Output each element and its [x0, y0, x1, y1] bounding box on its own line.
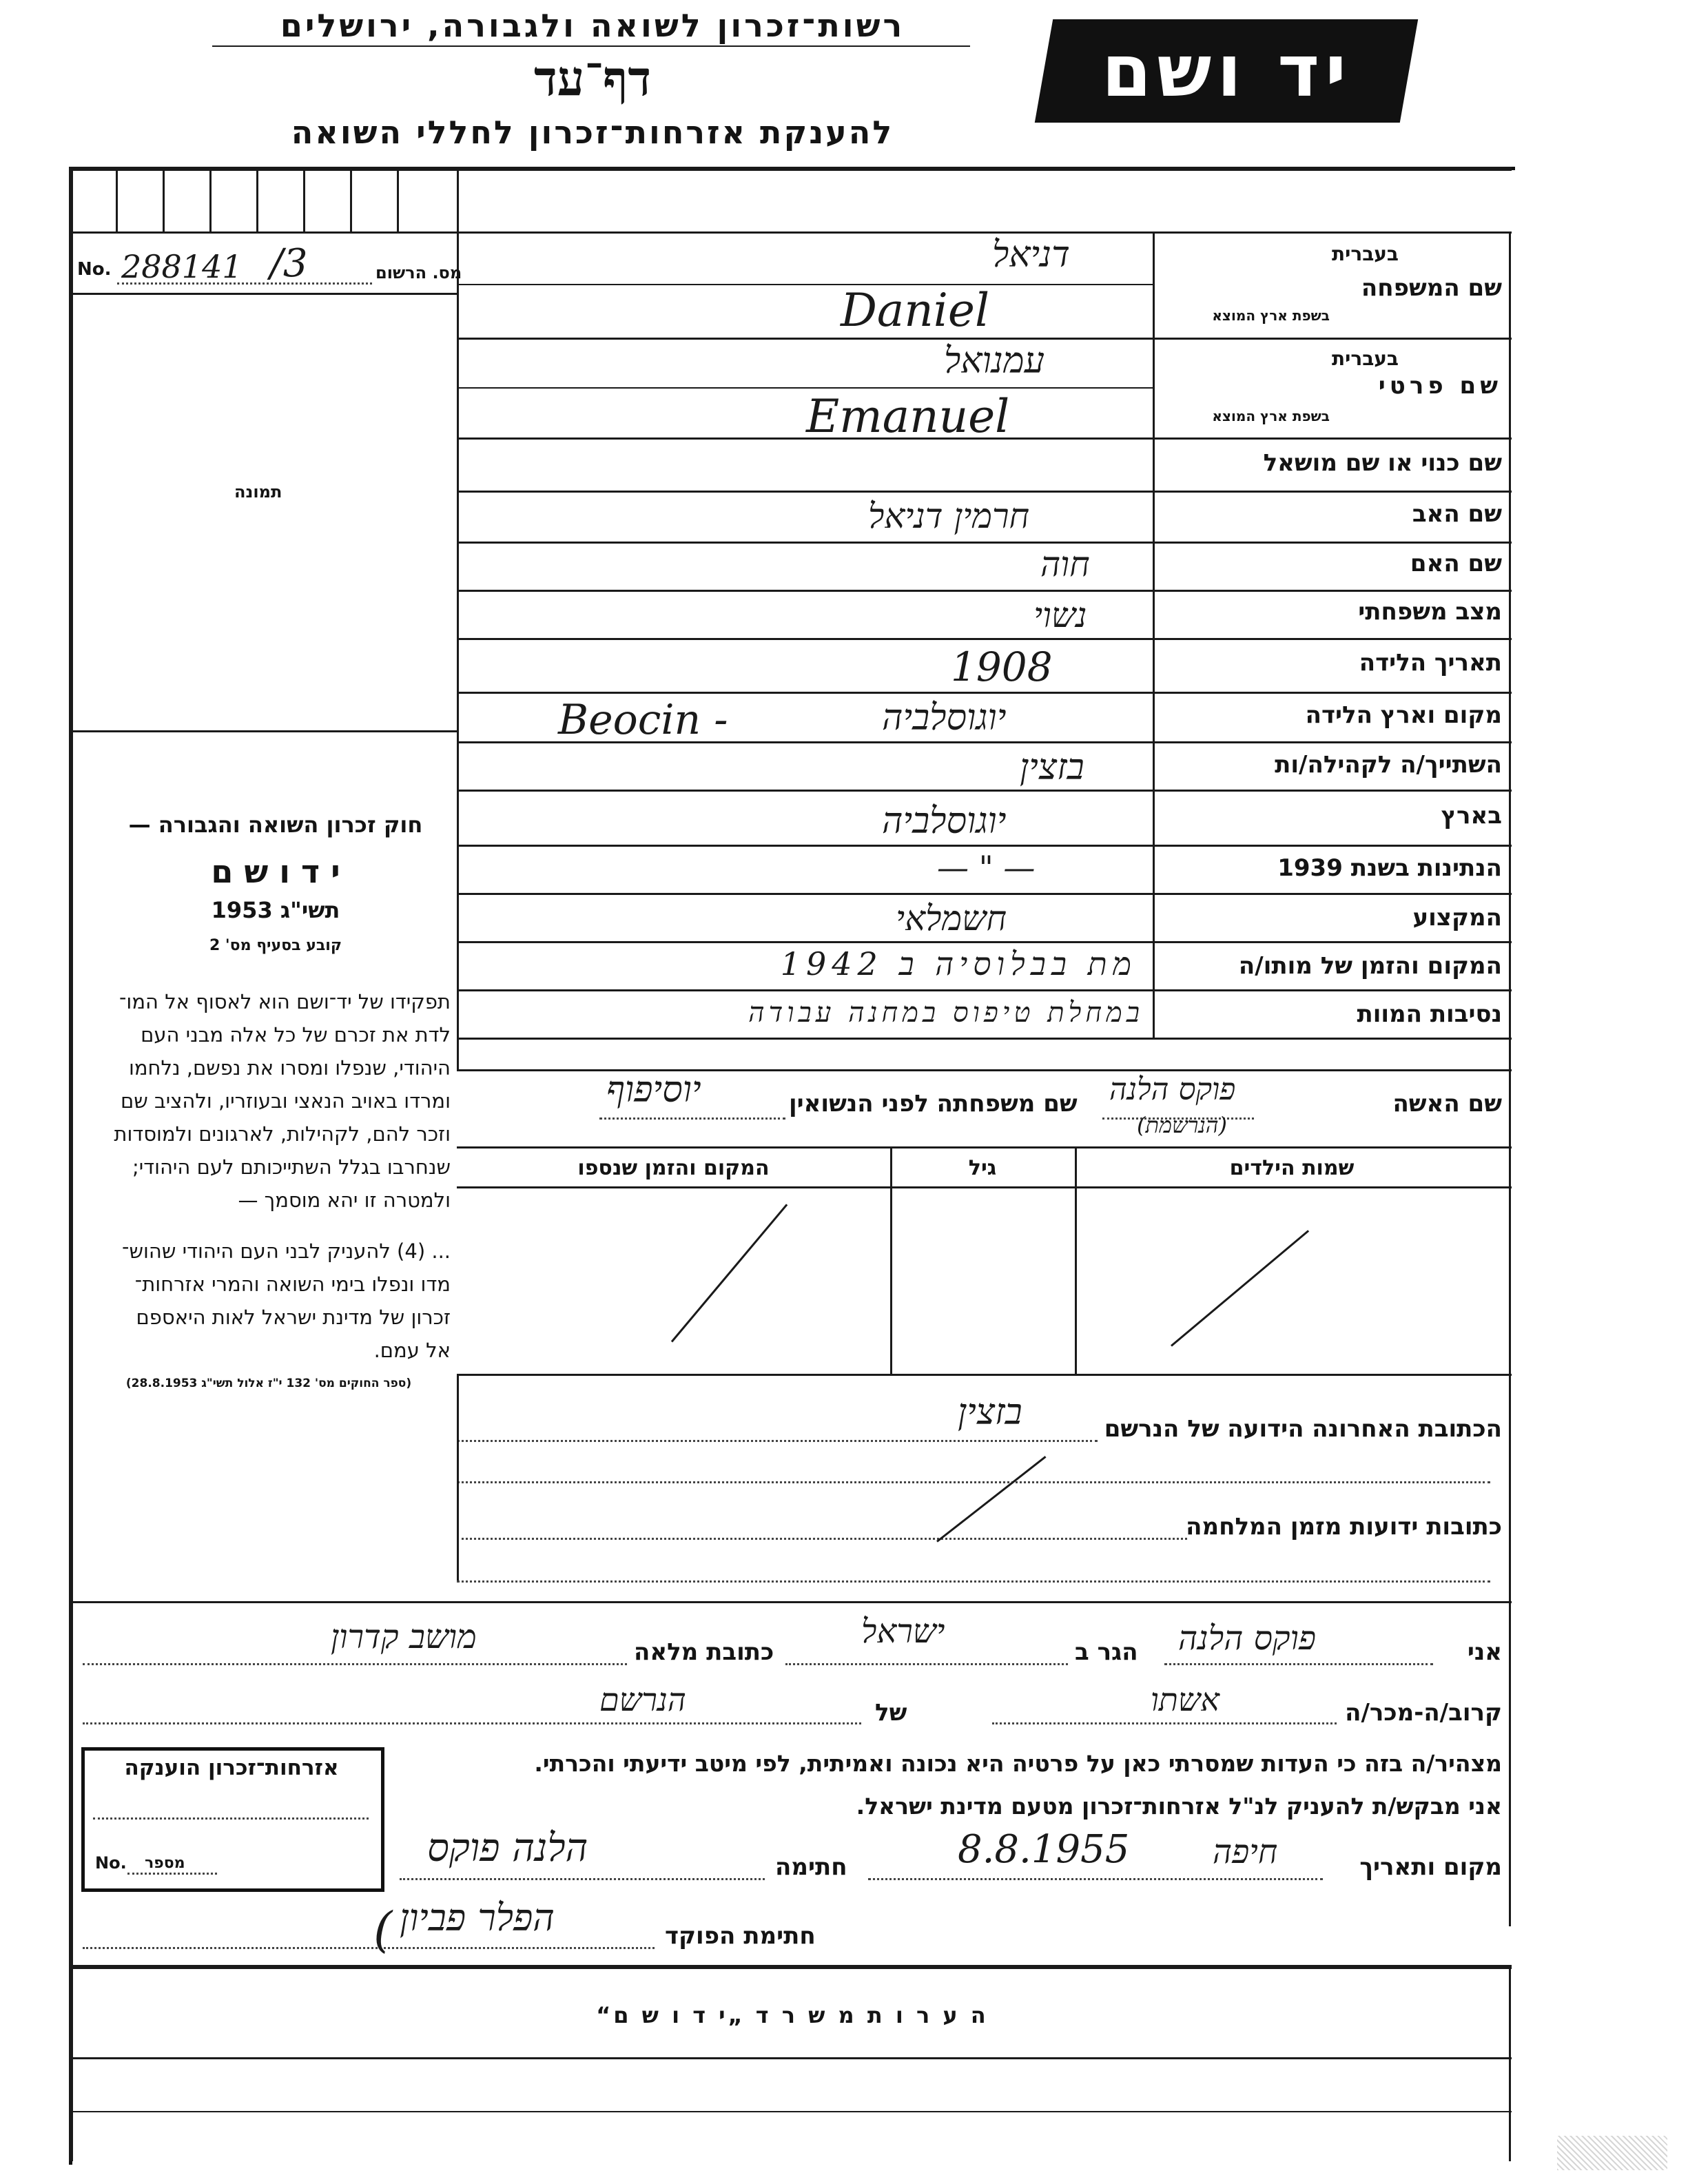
wife-row-bottom — [457, 1146, 1512, 1148]
citizenship-label: הנתינות בשנת 1939 — [1277, 854, 1502, 882]
registration-row-bottom — [69, 293, 457, 295]
birth-date-value: 1908 — [951, 643, 1053, 690]
remarks-line — [69, 2111, 1512, 2112]
children-col-divider — [890, 1146, 892, 1374]
children-col-divider — [1075, 1146, 1077, 1374]
row-line — [457, 542, 1512, 544]
signature-dots — [400, 1878, 765, 1880]
office-remarks-title: ה ע ר ו ת מ ש ר ד „י ד ו ש ם“ — [596, 2002, 989, 2028]
law-line: ולמטרה זו יהא מוסמך — — [238, 1188, 451, 1212]
signature-value: הלנה פוקס — [427, 1826, 588, 1871]
place-date-dots — [868, 1878, 1323, 1880]
logo-text: יד ושם — [1101, 29, 1352, 113]
signature-label: חתימה — [775, 1853, 847, 1881]
tick-div — [163, 167, 165, 231]
marital-label: מצב משפחתי — [1358, 598, 1502, 626]
remarks-line — [69, 2057, 1512, 2059]
surname-origin-value: Daniel — [841, 284, 990, 337]
children-header-age: גיל — [968, 1156, 997, 1180]
official-signature: הפלר פביון — [400, 1896, 555, 1939]
declarant-resident-label: הגר ב — [1075, 1638, 1138, 1666]
row-line-sub — [457, 284, 1153, 285]
country-value: יוגוסלביה — [882, 801, 1007, 842]
birth-place-latin: Beocin - — [558, 696, 728, 744]
authority-line: רשות־זכרון לשואה ולגבורה, ירושלים — [280, 7, 905, 44]
wife-maiden-value: יוסיפוף — [606, 1069, 701, 1111]
surname-hebrew-sub: בעברית — [1331, 243, 1399, 265]
last-address-value: בזצין — [958, 1392, 1022, 1433]
row-line — [457, 590, 1512, 592]
mother-label: שם האם — [1410, 550, 1502, 577]
row-line-sub — [457, 387, 1153, 389]
declarant-address-label: כתובת מלאה — [634, 1638, 774, 1666]
row-line — [457, 845, 1512, 847]
surname-label: שם המשפחה — [1361, 274, 1502, 302]
row-line — [457, 338, 1512, 340]
photo-label: תמונה — [234, 482, 282, 502]
registration-no-label: No. — [77, 259, 112, 280]
address-dots — [457, 1580, 1490, 1583]
left-column-divider — [457, 167, 459, 1069]
yad-vashem-logo — [1035, 19, 1418, 123]
declarant-city-dots — [785, 1663, 1068, 1665]
citizenship-value: — " — — [937, 849, 1036, 886]
declarant-relation: אשתו — [1151, 1681, 1219, 1718]
law-line: ומרדו באויב הנאצי ובעוזריו, ולהציב שם — [120, 1089, 451, 1113]
address-dots — [457, 1481, 1490, 1483]
declaration-top — [69, 1601, 1512, 1603]
first-name-origin-sub: בשפת ארץ המוצא — [1212, 408, 1330, 424]
wife-value: פוקס הלנה — [1109, 1072, 1236, 1107]
law-line: תפקידו של יד־ושם הוא לאסוף אל המו־ — [119, 990, 451, 1013]
certificate-title: אזרחות־זכרון הוענקה — [124, 1755, 339, 1780]
request-text: אני מבקש/ת להעניק לנ"ל אזרחות־זכרון מטעם מדינת ישראל. — [856, 1793, 1502, 1820]
declarant-address: מושב קדרון — [331, 1618, 477, 1656]
death-place-value: מת בבלוסיה ב 1942 — [780, 945, 1137, 982]
row-line — [457, 1038, 1512, 1040]
surname-origin-sub: בשפת ארץ המוצא — [1212, 307, 1330, 324]
law-clause: מדו ונפלו בימי השואה והמרי אזרחות־ — [134, 1273, 451, 1296]
tick-div — [209, 167, 212, 231]
law-clause: זכרון של מדינת ישראל לאות היאספם — [136, 1306, 451, 1329]
children-header-place: המקום והזמן שנספו — [577, 1156, 770, 1180]
last-address-label: הכתובת האחרונה הידועה של הנרשם — [1104, 1415, 1502, 1443]
children-header-names: שמות הילדים — [1229, 1156, 1355, 1180]
declarant-i-label: אני — [1467, 1638, 1502, 1666]
place-value: חיפה — [1213, 1833, 1278, 1871]
wartime-address-label: כתובות ידועות מזמן המלחמה — [1186, 1513, 1502, 1541]
declarant-of-value: הנרשם — [599, 1681, 686, 1718]
community-value: בזצין — [1020, 747, 1084, 788]
first-name-hebrew-sub: בעברית — [1331, 347, 1399, 370]
declarant-of-dots — [83, 1722, 861, 1724]
frame-top — [69, 167, 1512, 171]
photo-box-bottom — [69, 730, 457, 732]
certificate-number-dots — [127, 1873, 217, 1875]
tick-div — [397, 167, 399, 231]
row-line — [457, 692, 1512, 694]
profession-value: חשמלאי — [896, 898, 1007, 938]
certificate-dots — [93, 1817, 369, 1820]
children-table-bottom — [457, 1374, 1512, 1376]
law-line: לדת את זכרם של כל אלה מבני העם — [141, 1023, 451, 1047]
children-header-bottom — [457, 1186, 1512, 1188]
mother-value: חוה — [1040, 544, 1090, 584]
law-name: י ד ו ש ם — [211, 853, 340, 890]
father-label: שם האב — [1412, 500, 1502, 528]
law-clause: ... (4) להעניק לבני העם היהודי שהוש־ — [122, 1239, 451, 1263]
declarant-relation-dots — [992, 1722, 1337, 1724]
declarant-name: פוקס הלנה — [1178, 1619, 1316, 1658]
frame-right — [1509, 231, 1511, 1926]
tick-div — [256, 167, 258, 231]
law-line: שנחרבו בגלל השתייכותם לעם היהודי; — [132, 1155, 451, 1179]
remarks-top — [69, 1965, 1512, 1969]
form-title: דף־עד — [533, 50, 651, 107]
father-value: חרמין דניאל — [868, 496, 1030, 536]
row-line — [457, 638, 1512, 640]
birth-place-label: מקום וארץ הלידה — [1305, 701, 1502, 729]
law-body — [73, 985, 451, 1367]
marital-value: נשוי — [1033, 595, 1087, 635]
first-name-origin-value: Emanuel — [806, 390, 1010, 443]
law-year: תשי"ג 1953 — [211, 897, 340, 923]
declarant-address-dots — [83, 1663, 627, 1665]
address-left-edge — [457, 1374, 459, 1580]
death-cause-label: נסיבות המוות — [1357, 1000, 1502, 1028]
birth-place-value: יוגוסלביה — [882, 697, 1007, 739]
tick-div — [350, 167, 352, 231]
death-place-label: המקום והזמן של מותו/ה — [1238, 952, 1502, 980]
community-label: השתייך/ה לקהילה/ות — [1275, 751, 1502, 779]
authority-underline — [212, 45, 970, 47]
row-line — [457, 893, 1512, 895]
wife-value-note: (הנרשמת) — [1137, 1112, 1227, 1138]
declarant-name-dots — [1164, 1663, 1433, 1665]
country-label: בארץ — [1441, 802, 1502, 830]
certificate-number-label: מספר — [145, 1855, 185, 1872]
registration-suffix: /3 — [270, 241, 308, 286]
last-address-dots — [457, 1440, 1098, 1442]
official-signature-dots — [83, 1947, 655, 1949]
row-line — [457, 491, 1512, 493]
law-line: היהודי, שנפלו ומסרו את נפשם, נלחמו — [128, 1056, 451, 1080]
declarant-city: ישראל — [861, 1612, 945, 1651]
death-cause-value: במחלת טיפוס במחנה עבודה — [748, 997, 1144, 1029]
nickname-label: שם כנוי או שם מושאל — [1263, 449, 1502, 477]
birth-date-label: תאריך הלידה — [1359, 649, 1502, 677]
law-citation: (ספר החוקים מס' 132 י"ז אלול תשי"ג 28.8.1953) — [125, 1377, 412, 1390]
registration-label: מס. הרשום — [375, 263, 462, 282]
declarant-relation-label: קרוב/ה-מכר/ה — [1345, 1699, 1502, 1727]
law-heading: חוק זכרון השואה והגבורה — — [128, 812, 423, 838]
first-name-hebrew-value: עמנואל — [944, 340, 1044, 382]
date-value: 8.8.1955 — [958, 1827, 1130, 1872]
row-line — [457, 790, 1512, 792]
profession-label: המקצוע — [1412, 904, 1502, 931]
tick-div — [116, 167, 118, 231]
place-date-label: מקום ותאריך — [1359, 1853, 1502, 1881]
row-line — [457, 231, 1512, 234]
wife-label: שם האשה — [1392, 1090, 1502, 1117]
wartime-address-dots — [457, 1538, 1187, 1540]
form-subtitle: להענקת אזרחות־זכרון לחללי השואה — [291, 114, 894, 151]
row-line — [457, 941, 1512, 943]
declaration-text: מצהיר/ה בזה כי העדות שמסרתי כאן על פרטיה היא נכונה ואמיתית, לפי מיטב ידיעתי והכרתי. — [534, 1750, 1502, 1777]
law-clause: אל עמם. — [373, 1339, 451, 1362]
official-signature-bracket: ( — [373, 1902, 393, 1958]
registration-number: 288141 — [121, 248, 243, 285]
remarks-right-edge — [1509, 1965, 1511, 2161]
law-section: קובע בסעיף מס' 2 — [209, 937, 342, 954]
label-column-divider — [1153, 231, 1155, 1038]
law-line: וזכר להם, לקהילות, לארגונים ולמוסדות — [114, 1122, 451, 1146]
row-line — [457, 989, 1512, 991]
first-name-label: שם פרטי — [1378, 372, 1502, 400]
tick-div — [303, 167, 305, 231]
certificate-no-label: No. — [95, 1853, 127, 1873]
wife-maiden-label: שם משפחתה לפני הנשואין — [789, 1090, 1078, 1117]
declarant-of-label: של — [875, 1699, 907, 1727]
surname-hebrew-value: דניאל — [992, 234, 1070, 276]
wife-maiden-dots — [599, 1117, 785, 1120]
official-signature-label: חתימת הפוקד — [665, 1922, 816, 1950]
scan-noise — [1557, 2136, 1667, 2170]
